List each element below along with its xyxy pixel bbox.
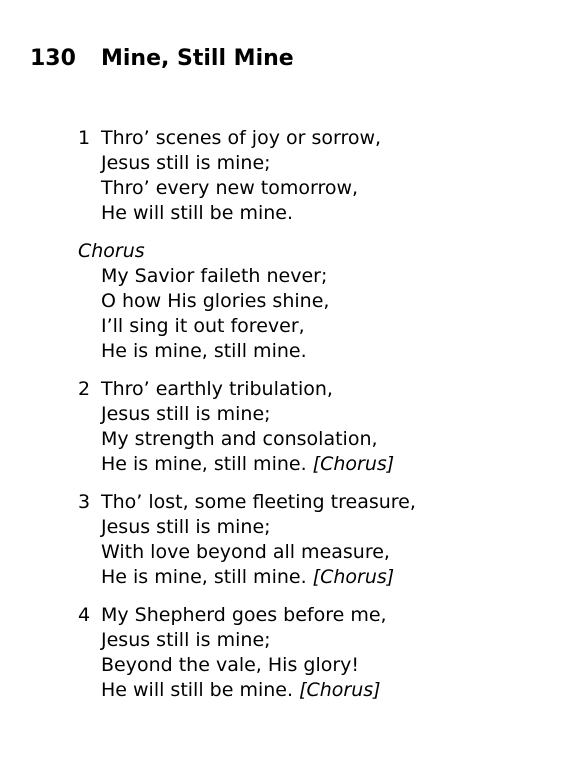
verse-4: [78, 603, 416, 703]
verse-line: My strength and consolation,: [101, 428, 378, 450]
chorus-line: O how His glories shine,: [101, 290, 330, 312]
chorus-line: I’ll sing it out forever,: [101, 315, 305, 337]
verse-number: 1: [78, 127, 91, 149]
chorus-reference: [Chorus]: [299, 679, 381, 701]
chorus-label: Chorus: [78, 240, 145, 262]
verse-line: With love beyond all measure,: [101, 541, 390, 563]
verse-line: Jesus still is mine;: [101, 152, 271, 174]
verse-line: He will still be mine.: [101, 679, 294, 701]
verse-line: He will still be mine.: [101, 202, 294, 224]
stanzas: [78, 126, 416, 716]
verse-line: He is mine, still mine.: [101, 453, 307, 475]
verse-line: Thro’ scenes of joy or sorrow,: [101, 127, 382, 149]
verse-line: Jesus still is mine;: [101, 516, 271, 538]
chorus-reference: [Chorus]: [312, 453, 395, 475]
verse-number: 2: [78, 378, 91, 400]
verse-number: 3: [78, 491, 91, 513]
verse-line: Thro’ every new tomorrow,: [101, 177, 359, 199]
chorus: [78, 239, 416, 364]
verse-3: [78, 490, 416, 590]
verse-line: Jesus still is mine;: [101, 629, 271, 651]
verse-line: He is mine, still mine.: [101, 566, 307, 588]
verse-line: Tho’ lost, some fleeting treasure,: [101, 491, 416, 513]
verse-line: My Shepherd goes before me,: [101, 604, 387, 626]
hymn-number: 130: [30, 46, 76, 71]
verse-line: Beyond the vale, His glory!: [101, 654, 360, 676]
hymn-title: Mine, Still Mine: [101, 46, 294, 71]
verse-line: Jesus still is mine;: [101, 403, 271, 425]
hymn-header: [30, 44, 294, 74]
chorus-reference: [Chorus]: [312, 566, 395, 588]
verse-2: [78, 377, 416, 477]
verse-number: 4: [78, 604, 91, 626]
verse-line: Thro’ earthly tribulation,: [101, 378, 333, 400]
chorus-line: My Savior faileth never;: [101, 265, 328, 287]
chorus-line: He is mine, still mine.: [101, 340, 307, 362]
verse-1: [78, 126, 416, 226]
